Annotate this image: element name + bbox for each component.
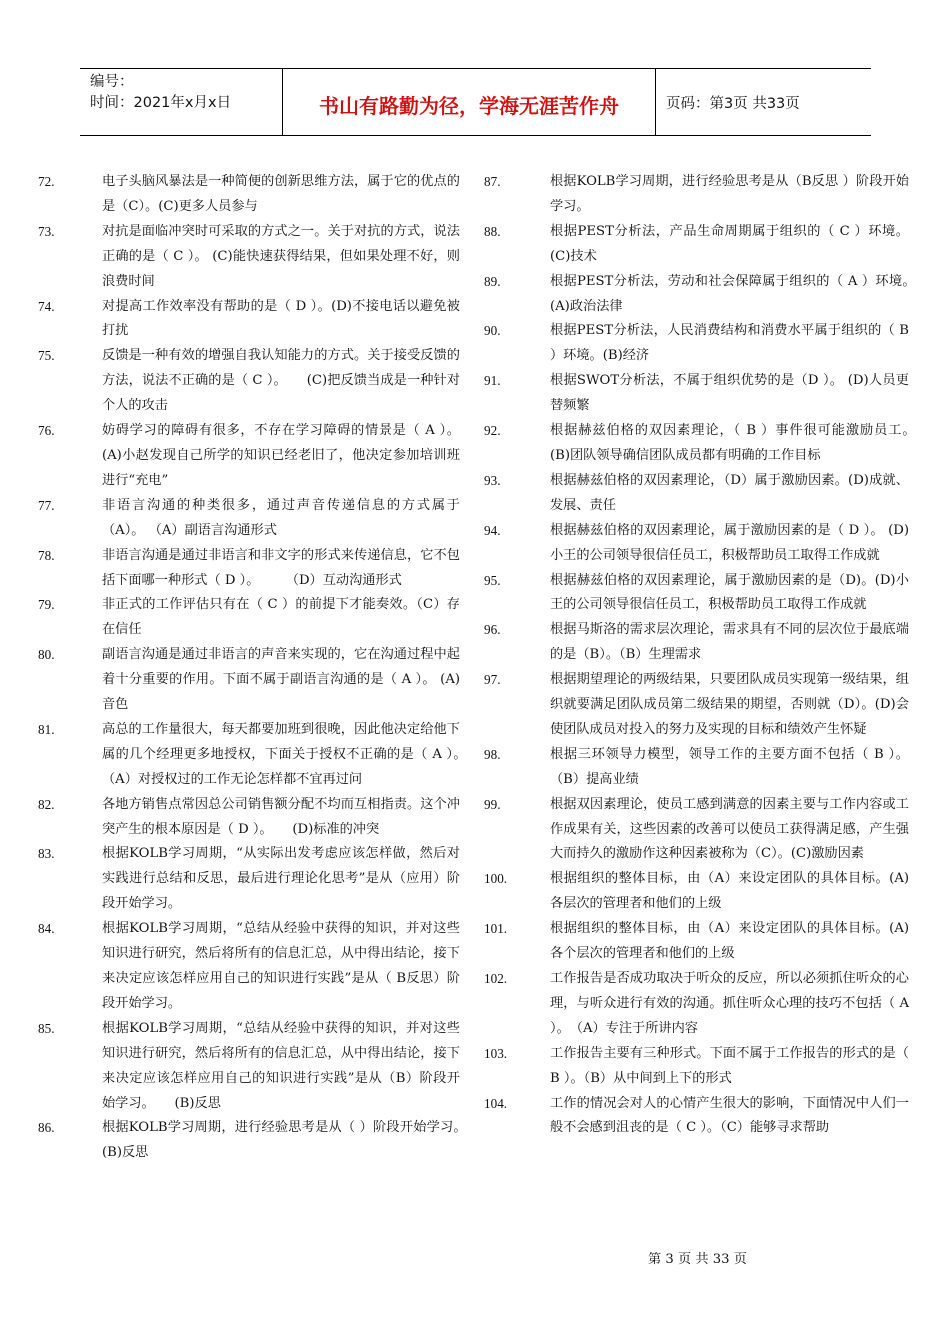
question-number: 100.: [484, 871, 508, 887]
question-text: 根据组织的整体目标，由（A）来设定团队的具体目标。(A)各层次的管理者和他们的上级: [550, 871, 909, 912]
question-text: 根据赫兹伯格的双因素理论，（D）属于激励因素。(D)成就、发展、责任: [550, 472, 909, 513]
question-number: 82.: [38, 796, 55, 812]
question-number: 79.: [38, 597, 55, 613]
question-item: [38, 917, 460, 1017]
question-number: 98.: [484, 746, 501, 762]
question-item: [484, 270, 923, 320]
number-label: 编号：: [90, 74, 134, 90]
question-number: 91.: [484, 373, 501, 389]
question-item: [484, 319, 909, 369]
question-text: 根据PEST分析法，劳动和社会保障属于组织的（ A ）环境。 (A)政治法律: [550, 273, 923, 314]
question-text: 根据马斯洛的需求层次理论，需求具有不同的层次位于最底端的是（B）。（B）生理需求: [550, 622, 909, 663]
question-item: [38, 544, 460, 594]
page-header: [80, 68, 871, 136]
question-text: 各地方销售点常因总公司销售额分配不均而互相指责。这个冲突产生的根本原因是（ D ）。 (D)标准的冲突: [102, 796, 460, 837]
question-number: 81.: [38, 721, 55, 737]
question-item: [38, 220, 460, 295]
question-number: 86.: [38, 1120, 55, 1136]
question-item: [484, 569, 909, 619]
question-text: 电子头脑风暴法是一种简便的创新思维方法，属于它的优点的是（C）。(C)更多人员参与: [102, 174, 460, 214]
time-label: 时间：2021年x月x日: [90, 95, 232, 111]
question-text: 对抗是面临冲突时可采取的方式之一。关于对抗的方式，说法正确的是（ C ）。 (C)能快速获得结果，但如果处理不好，则浪费时间: [102, 223, 460, 289]
question-number: 101.: [484, 921, 508, 937]
question-text: 根据KOLB学习周期，进行经验思考是从（ ）阶段开始学习。 (B)反思: [102, 1120, 487, 1161]
question-item: [484, 220, 909, 270]
question-number: 83.: [38, 846, 55, 862]
question-text: 根据双因素理论，使员工感到满意的因素主要与工作内容或工作成果有关，这些因素的改善可以使员工获得满足感，产生强大而持久的激励作这种因素被称为（C）。(C)激励因素: [550, 796, 909, 862]
question-text: 根据SWOT分析法，不属于组织优势的是（D ）。 (D)人员更替频繁: [550, 373, 909, 414]
question-item: [38, 170, 460, 220]
question-number: 72.: [38, 174, 55, 189]
question-text: 非语言沟通的种类很多，通过声音传递信息的方式属于（A）。 （A）副语言沟通形式: [102, 497, 460, 538]
right-question-column: [484, 170, 923, 1141]
question-text: 根据KOLB学习周期，“总结从经验中获得的知识，并对这些知识进行研究，然后将所有的信息汇总，从中得出结论，接下来决定应该怎样应用自己的知识进行实践”是从（B）阶段开始学习。 (B)反思: [102, 1020, 460, 1111]
question-item: [38, 295, 460, 345]
question-number: 74.: [38, 298, 55, 314]
question-item: [38, 842, 460, 917]
question-item: [38, 1116, 487, 1166]
question-item: [484, 1042, 909, 1092]
question-number: 93.: [484, 472, 501, 488]
question-text: 根据赫兹伯格的双因素理论，（ B ）事件很可能激励员工。 (B)团队领导确信团队成员都有明确的工作目标: [550, 423, 923, 463]
question-number: 76.: [38, 423, 55, 439]
question-item: [484, 419, 923, 469]
question-text: 非语言沟通是通过非语言和非文字的形式来传递信息，它不包括下面哪一种形式（ D ）。 （D）互动沟通形式: [102, 547, 460, 588]
header-meta: [80, 69, 282, 135]
question-number: 78.: [38, 547, 55, 563]
question-text: 工作的情况会对人的心情产生很大的影响，下面情况中人们一般不会感到沮丧的是（ C ）。（C）能够寻求帮助: [550, 1095, 909, 1136]
page-footer: 第 3 页 共 33 页: [648, 1252, 747, 1267]
question-number: 85.: [38, 1020, 55, 1036]
question-text: 根据三环领导力模型，领导工作的主要方面不包括（ B ）。（B）提高业绩: [550, 746, 909, 787]
question-text: 根据组织的整体目标，由（A）来设定团队的具体目标。(A)各个层次的管理者和他们的上级: [550, 921, 909, 962]
question-item: [484, 170, 909, 220]
question-number: 80.: [38, 647, 55, 663]
question-number: 77.: [38, 497, 55, 513]
question-text: 根据KOLB学习周期，“从实际出发考虑应该怎样做，然后对实践进行总结和反思，最后进行理论化思考”是从（应用）阶段开始学习。: [102, 846, 460, 912]
question-text: 根据PEST分析法，人民消费结构和消费水平属于组织的（ B ）环境。(B)经济: [550, 323, 909, 364]
question-item: [484, 469, 909, 519]
question-text: 妨碍学习的障碍有很多，不存在学习障碍的情景是（ A ）。(A)小赵发现自己所学的知识已经老旧了，他决定参加培训班进行“充电”: [102, 423, 460, 488]
question-item: [484, 1092, 909, 1142]
question-item: [484, 867, 909, 917]
question-text: 根据期望理论的两级结果，只要团队成员实现第一级结果，组织就要满足团队成员第二级结果的期望，否则就（D）。(D)会使团队成员对投入的努力及实现的目标和绩效产生怀疑: [550, 672, 909, 737]
question-number: 102.: [484, 971, 508, 986]
left-question-column: [38, 170, 487, 1166]
question-item: [484, 369, 909, 419]
question-number: 89.: [484, 273, 501, 289]
question-item: [484, 793, 909, 868]
header-page-label: 页码：第3页 共33页: [666, 95, 800, 112]
question-item: [38, 1017, 460, 1117]
question-text: 对提高工作效率没有帮助的是（ D ）。(D)不接电话以避免被打扰: [102, 298, 460, 339]
question-item: [38, 494, 460, 544]
question-item: [38, 344, 460, 419]
question-item: [484, 618, 909, 668]
question-number: 97.: [484, 672, 501, 688]
question-text: 高总的工作量很大，每天都要加班到很晚，因此他决定给他下属的几个经理更多地授权，下面关于授权不正确的是（ A ）。 （A）对授权过的工作无论怎样都不宜再过问: [102, 721, 487, 787]
question-number: 92.: [484, 423, 501, 439]
question-number: 90.: [484, 323, 501, 339]
question-number: 75.: [38, 348, 55, 364]
question-item: [38, 593, 460, 643]
question-item: [38, 419, 460, 494]
question-item: [484, 967, 909, 1042]
question-item: [38, 718, 487, 793]
question-item: [484, 519, 909, 569]
question-text: 根据KOLB学习周期，进行经验思考是从（B反思 ）阶段开始学习。: [550, 174, 909, 214]
question-number: 99.: [484, 796, 501, 812]
question-number: 94.: [484, 522, 501, 538]
question-item: [484, 743, 909, 793]
question-number: 104.: [484, 1095, 508, 1111]
question-number: 96.: [484, 622, 501, 638]
question-text: 根据赫兹伯格的双因素理论，属于激励因素的是（ D ）。 (D)小王的公司领导很信任员工，积极帮助员工取得工作成就: [550, 522, 909, 563]
question-text: 工作报告是否成功取决于听众的反应，所以必须抓住听众的心理，与听众进行有效的沟通。抓住听众心理的技巧不包括（ A ）。 （A）专注于所讲内容: [550, 971, 909, 1036]
question-text: 根据PEST分析法，产品生命周期属于组织的（ C ）环境。(C)技术: [550, 223, 909, 264]
question-item: [484, 917, 909, 967]
question-item: [38, 793, 460, 843]
question-item: [38, 643, 460, 718]
question-text: 非正式的工作评估只有在（ C ）的前提下才能奏效。（C）存在信任: [102, 597, 460, 638]
question-number: 103.: [484, 1045, 508, 1061]
question-text: 副语言沟通是通过非语言的声音来实现的，它在沟通过程中起着十分重要的作用。下面不属于副语言沟通的是（ A ）。 (A)音色: [102, 647, 460, 713]
header-motto: 书山有路勤为径，学海无涯苦作舟: [282, 69, 656, 135]
question-number: 95.: [484, 572, 501, 588]
question-text: 反馈是一种有效的增强自我认知能力的方式。关于接受反馈的方法，说法不正确的是（ C ）。 (C)把反馈当成是一种针对个人的攻击: [102, 348, 460, 414]
question-number: 73.: [38, 223, 55, 239]
question-text: 根据KOLB学习周期，“总结从经验中获得的知识，并对这些知识进行研究，然后将所有的信息汇总，从中得出结论，接下来决定应该怎样应用自己的知识进行实践”是从（ B反思）阶段开始学习。: [102, 921, 460, 1011]
question-text: 工作报告主要有三种形式。下面不属于工作报告的形式的是（ B ）。（B）从中间到上下的形式: [550, 1045, 909, 1086]
question-number: 88.: [484, 223, 501, 239]
question-number: 84.: [38, 921, 55, 937]
question-number: 87.: [484, 174, 501, 189]
question-item: [484, 668, 909, 743]
question-text: 根据赫兹伯格的双因素理论，属于激励因素的是（D)。(D)小王的公司领导很信任员工，积极帮助员工取得工作成就: [550, 572, 909, 613]
